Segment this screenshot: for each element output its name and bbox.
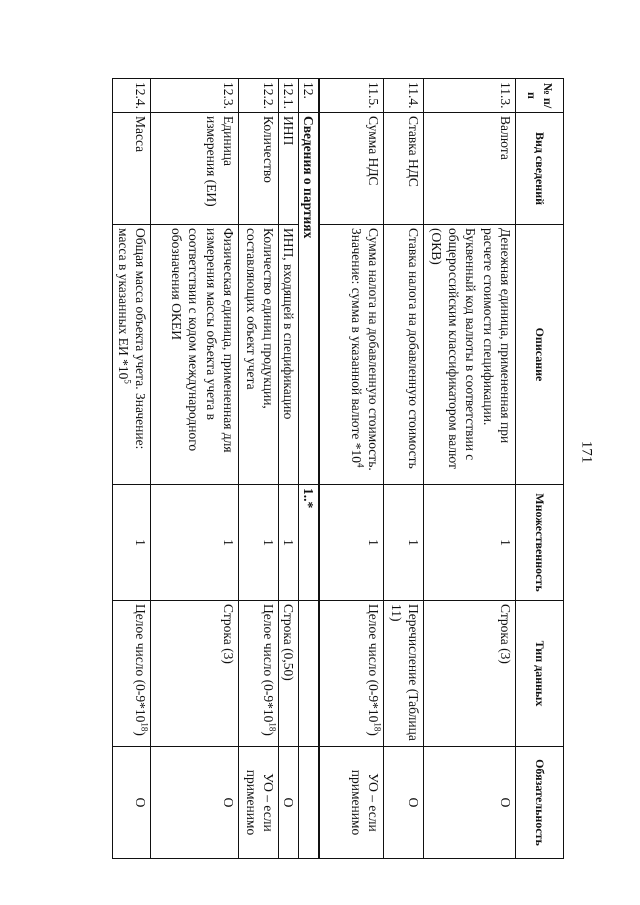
section-title: Сведения о партиях [299,113,320,485]
row-num: 11.3. [424,79,516,113]
row-obligation: О [150,747,238,859]
row-description: Ставка налога на добавленную стоимость [384,225,424,485]
header-obligation: Обязательность [516,747,564,859]
table-row [424,79,516,859]
empty-cell [299,601,320,747]
row-description: Общая масса объекта учета. Значение: масса в указанных ЕИ $*10^5$ [113,225,151,485]
row-multiplicity: 1 [278,485,298,601]
row-obligation: УО – если применимо [320,747,384,859]
section-row [299,79,320,859]
table-row [320,79,384,859]
row-obligation: УО – если применимо [238,747,278,859]
row-data-type: Перечисление (Таблица 11) [384,601,424,747]
row-description: Денежная единица, примененная при расчете стоимости спецификации. Буквенный код валюты в соответствии с общероссийским классификатором валют (ОКВ) [424,225,516,485]
row-multiplicity: 1 [150,485,238,601]
header-description: Описание [516,225,564,485]
row-data-type: Целое число $(0-9*10^{18})$ [320,601,384,747]
row-multiplicity: 1 [384,485,424,601]
row-num: 12.4. [113,79,151,113]
page-number: 171 [578,440,595,464]
header-row [516,79,564,859]
empty-cell [299,747,320,859]
row-multiplicity: 1 [320,485,384,601]
row-description: Сумма налога на добавленную стоимость. Значение: сумма в указанной валюте $*10^4$ [320,225,384,485]
row-kind: Масса [113,113,151,225]
row-data-type: Строка (3) [424,601,516,747]
row-obligation: О [113,747,151,859]
row-description: Физическая единица, примененная для измерения массы объекта учета в соответствии с кодом международного обозначения ОКЕИ [150,225,238,485]
table-row [238,79,278,859]
row-kind: Сумма НДС [320,113,384,225]
table-row [278,79,298,859]
row-multiplicity: 1..* [299,485,320,601]
row-num: 12.2. [238,79,278,113]
row-obligation: О [424,747,516,859]
row-num: 12.1. [278,79,298,113]
header-multiplicity: Множественность [516,485,564,601]
row-obligation: О [384,747,424,859]
row-kind: Количество [238,113,278,225]
row-data-type: Строка (0,50) [278,601,298,747]
row-num: 11.5. [320,79,384,113]
header-data-type: Тип данных [516,601,564,747]
row-data-type: Целое число $(0-9*10^{18})$ [113,601,151,747]
header-kind: Вид сведений [516,113,564,225]
row-num: 11.4. [384,79,424,113]
row-multiplicity: 1 [238,485,278,601]
row-multiplicity: 1 [424,485,516,601]
row-kind: ИНП [278,113,298,225]
row-kind: Единица измерения (ЕИ) [150,113,238,225]
row-num: 12. [299,79,320,113]
row-kind: Валюта [424,113,516,225]
row-obligation: О [278,747,298,859]
row-description: ИНП, входящей в спецификацию [278,225,298,485]
row-multiplicity: 1 [113,485,151,601]
row-num: 12.3. [150,79,238,113]
header-num: № п/п [516,79,564,113]
table-row [384,79,424,859]
row-kind: Ставка НДС [384,113,424,225]
table-row [113,79,151,859]
specification-table [112,78,564,859]
table-row [150,79,238,859]
row-data-type: Целое число $(0-9*10^{18})$ [238,601,278,747]
rotated-table-container [115,78,564,858]
row-description: Количество единиц продукции, составляющих объект учета [238,225,278,485]
row-data-type: Строка (3) [150,601,238,747]
